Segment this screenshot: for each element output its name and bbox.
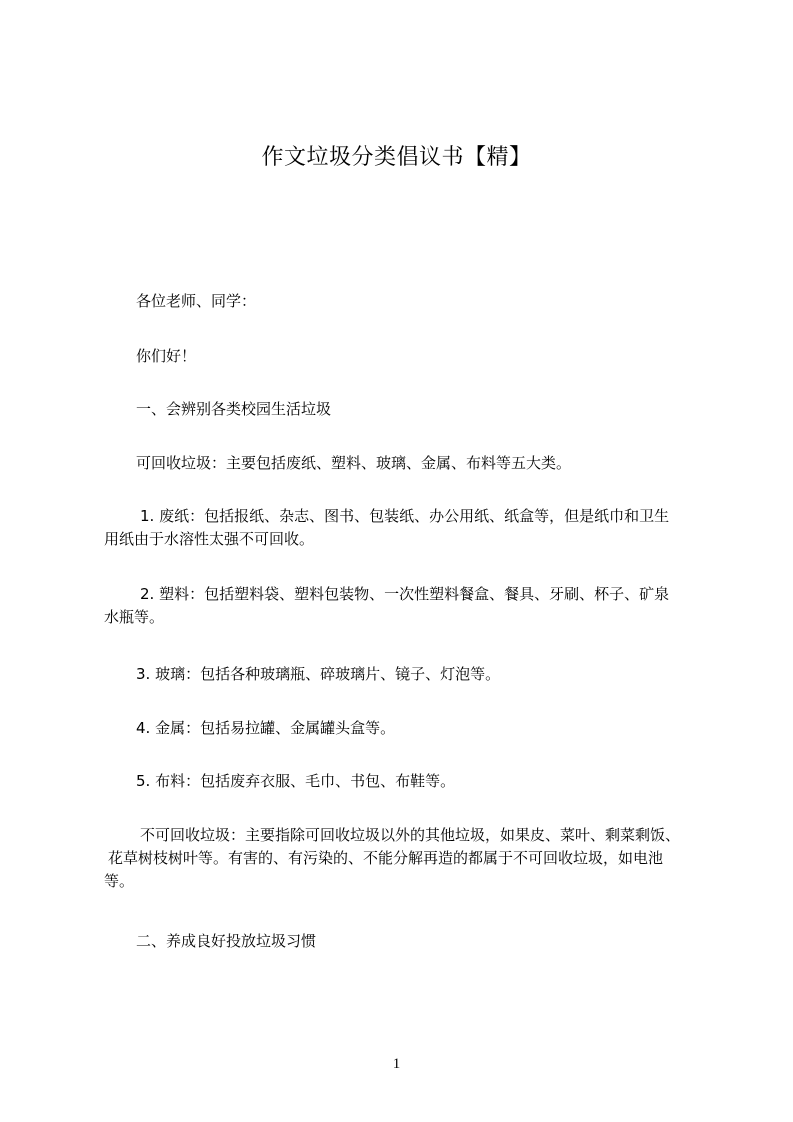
text-line: 2. 塑料：包括塑料袋、塑料包装物、一次性塑料餐盒、餐具、牙刷、杯子、矿泉 [140, 585, 670, 603]
text-line: 各位老师、同学： [136, 292, 257, 310]
paragraph-paper [104, 505, 704, 551]
paragraph-non-recyclable [104, 824, 704, 893]
text-line: 你们好！ [136, 347, 197, 365]
text-line: 水瓶等。 [104, 608, 165, 626]
text-line: 等。 [104, 872, 135, 890]
paragraph-metal [104, 717, 704, 740]
paragraph-hello [104, 345, 704, 368]
section-heading-2 [104, 930, 704, 953]
text-line: 5. 布料：包括废弃衣服、毛巾、书包、布鞋等。 [136, 772, 456, 790]
text-line: 4. 金属：包括易拉罐、金属罐头盒等。 [136, 719, 396, 737]
text-line: 二、养成良好投放垃圾习惯 [136, 932, 317, 950]
text-line: 不可回收垃圾：主要指除可回收垃圾以外的其他垃圾，如果皮、菜叶、剩菜剩饭、 [140, 826, 681, 844]
text-line: 用纸由于水溶性太强不可回收。 [104, 530, 315, 548]
section-heading-1 [104, 398, 704, 421]
paragraph-greeting [104, 290, 704, 313]
paragraph-recyclable-intro [104, 452, 704, 475]
page-number: 1 [392, 1056, 401, 1072]
text-line: 1. 废纸：包括报纸、杂志、图书、包装纸、办公用纸、纸盒等，但是纸巾和卫生 [140, 507, 670, 525]
paragraph-fabric [104, 770, 704, 793]
text-line: 一、会辨别各类校园生活垃圾 [136, 400, 332, 418]
paragraph-glass [104, 663, 704, 686]
document-title: 作文垃圾分类倡议书【精】 [261, 145, 532, 170]
text-line: 3. 玻璃：包括各种玻璃瓶、碎玻璃片、镜子、灯泡等。 [136, 665, 501, 683]
text-line: 花草树枝树叶等。有害的、有污染的、不能分解再造的都属于不可回收垃圾，如电池 [108, 849, 664, 867]
paragraph-plastic [104, 583, 704, 629]
text-line: 可回收垃圾：主要包括废纸、塑料、玻璃、金属、布料等五大类。 [136, 454, 572, 472]
